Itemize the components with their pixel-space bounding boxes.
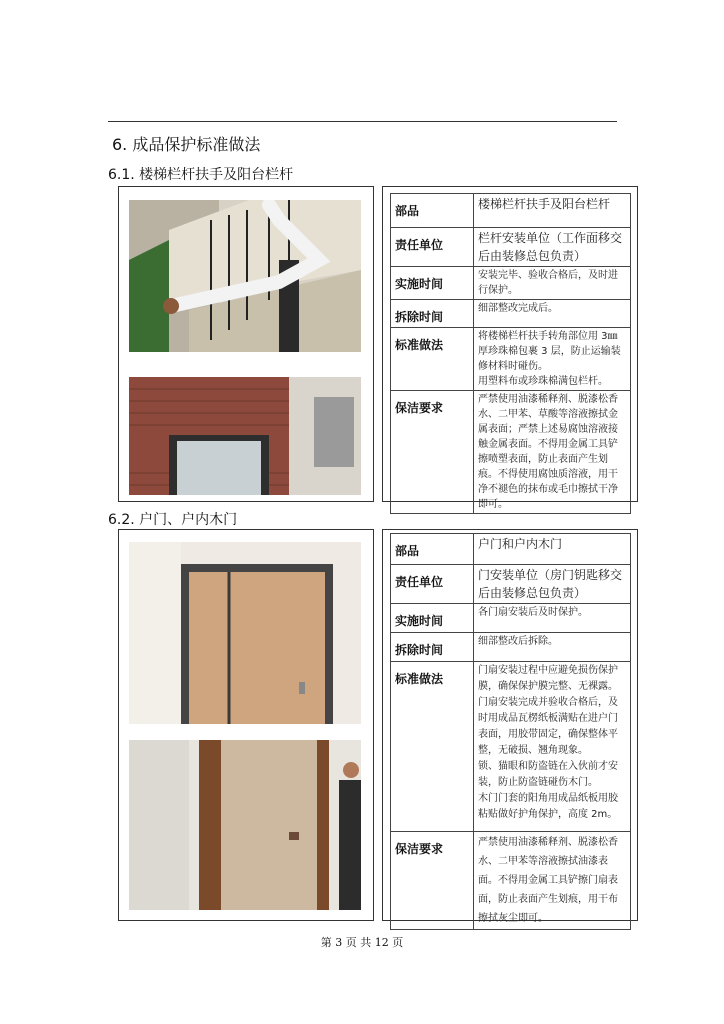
railing-photo-frame bbox=[118, 186, 374, 502]
railing-spec-table bbox=[382, 186, 638, 510]
header-rule bbox=[108, 121, 617, 122]
row-value: 户门和户内木门 bbox=[474, 534, 631, 565]
table-row bbox=[391, 604, 631, 633]
std-text: 将楼梯栏杆扶手转角部位用 3㎜厚珍珠棉包裹 3 层，防止运输装修材料时碰伤。 bbox=[478, 331, 621, 372]
row-value: 严禁使用油漆稀释剂、脱漆松香水、二甲苯、草酸等溶液擦拭金属表面；严禁上述易腐蚀溶液接触金属表面。不得用金属工具铲擦喷塑表面，防止表面产生划痕。不得使用腐蚀质溶液，用干净不褪色的抹布或毛巾擦拭干净即可。 bbox=[474, 391, 631, 514]
row-value: 严禁使用油漆稀释剂、脱漆松香水、二甲苯等溶液擦拭油漆表面。不得用金属工具铲擦门扇表面，防止表面产生划痕，用干布擦拭灰尘即可。 bbox=[474, 832, 631, 930]
row-value: 门安装单位（房门钥匙移交后由装修总包负责） bbox=[474, 565, 631, 604]
row-value: 各门扇安装后及时保护。 bbox=[474, 604, 631, 633]
balcony-railing-photo bbox=[129, 377, 361, 495]
row-label: 实施时间 bbox=[391, 604, 474, 633]
table-row bbox=[391, 565, 631, 604]
table-row bbox=[391, 267, 631, 300]
row-value: 安装完毕、验收合格后，及时进行保护。 bbox=[474, 267, 631, 300]
row-label: 拆除时间 bbox=[391, 300, 474, 328]
row-value bbox=[474, 662, 631, 832]
subsection-title-doors: 6.2. 户门、户内木门 bbox=[108, 512, 238, 528]
stair-railing-photo bbox=[129, 200, 361, 352]
table-row bbox=[391, 662, 631, 832]
table-row bbox=[391, 391, 631, 514]
row-value: 栏杆安装单位（工作面移交后由装修总包负责） bbox=[474, 228, 631, 267]
entry-door-photo bbox=[129, 542, 361, 724]
row-label: 标准做法 bbox=[391, 328, 474, 391]
table-row bbox=[391, 300, 631, 328]
row-value bbox=[474, 328, 631, 391]
subsection-title-railing: 6.1. 楼梯栏杆扶手及阳台栏杆 bbox=[108, 167, 294, 183]
std-text: 门扇安装过程中应避免损伤保护膜，确保保护膜完整、无裸露。门扇安装完成并验收合格后，及时用成品瓦楞纸板满贴在进户门表面，用胶带固定，确保整体平整，无破损、翘角现象。 bbox=[478, 665, 618, 756]
row-label: 责任单位 bbox=[391, 228, 474, 267]
row-value: 楼梯栏杆扶手及阳台栏杆 bbox=[474, 194, 631, 228]
table-row bbox=[391, 534, 631, 565]
page-footer: 第 3 页 共 12 页 bbox=[320, 936, 404, 949]
table-row bbox=[391, 633, 631, 662]
row-label: 拆除时间 bbox=[391, 633, 474, 662]
row-label: 部品 bbox=[391, 194, 474, 228]
std-text-2: 用塑料布或珍珠棉满包栏杆。 bbox=[478, 376, 608, 387]
table-row bbox=[391, 194, 631, 228]
row-label: 实施时间 bbox=[391, 267, 474, 300]
std-text-2: 锁、猫眼和防盗链在入伙前才安装，防止防盗链碰伤木门。 bbox=[478, 761, 618, 788]
table-row bbox=[391, 228, 631, 267]
row-label: 标准做法 bbox=[391, 662, 474, 832]
row-label: 责任单位 bbox=[391, 565, 474, 604]
door-spec-table bbox=[382, 529, 638, 924]
std-text-3: 木门门套的阳角用成品纸板用胶粘贴做好护角保护，高度 2m。 bbox=[478, 793, 618, 820]
section-title: 6. 成品保护标准做法 bbox=[112, 135, 261, 154]
interior-door-photo bbox=[129, 740, 361, 910]
row-label: 部品 bbox=[391, 534, 474, 565]
table-row bbox=[391, 832, 631, 930]
row-value: 细部整改后拆除。 bbox=[474, 633, 631, 662]
row-label: 保洁要求 bbox=[391, 391, 474, 514]
row-value: 细部整改完成后。 bbox=[474, 300, 631, 328]
row-label: 保洁要求 bbox=[391, 832, 474, 930]
door-photo-frame bbox=[118, 529, 374, 921]
table-row bbox=[391, 328, 631, 391]
